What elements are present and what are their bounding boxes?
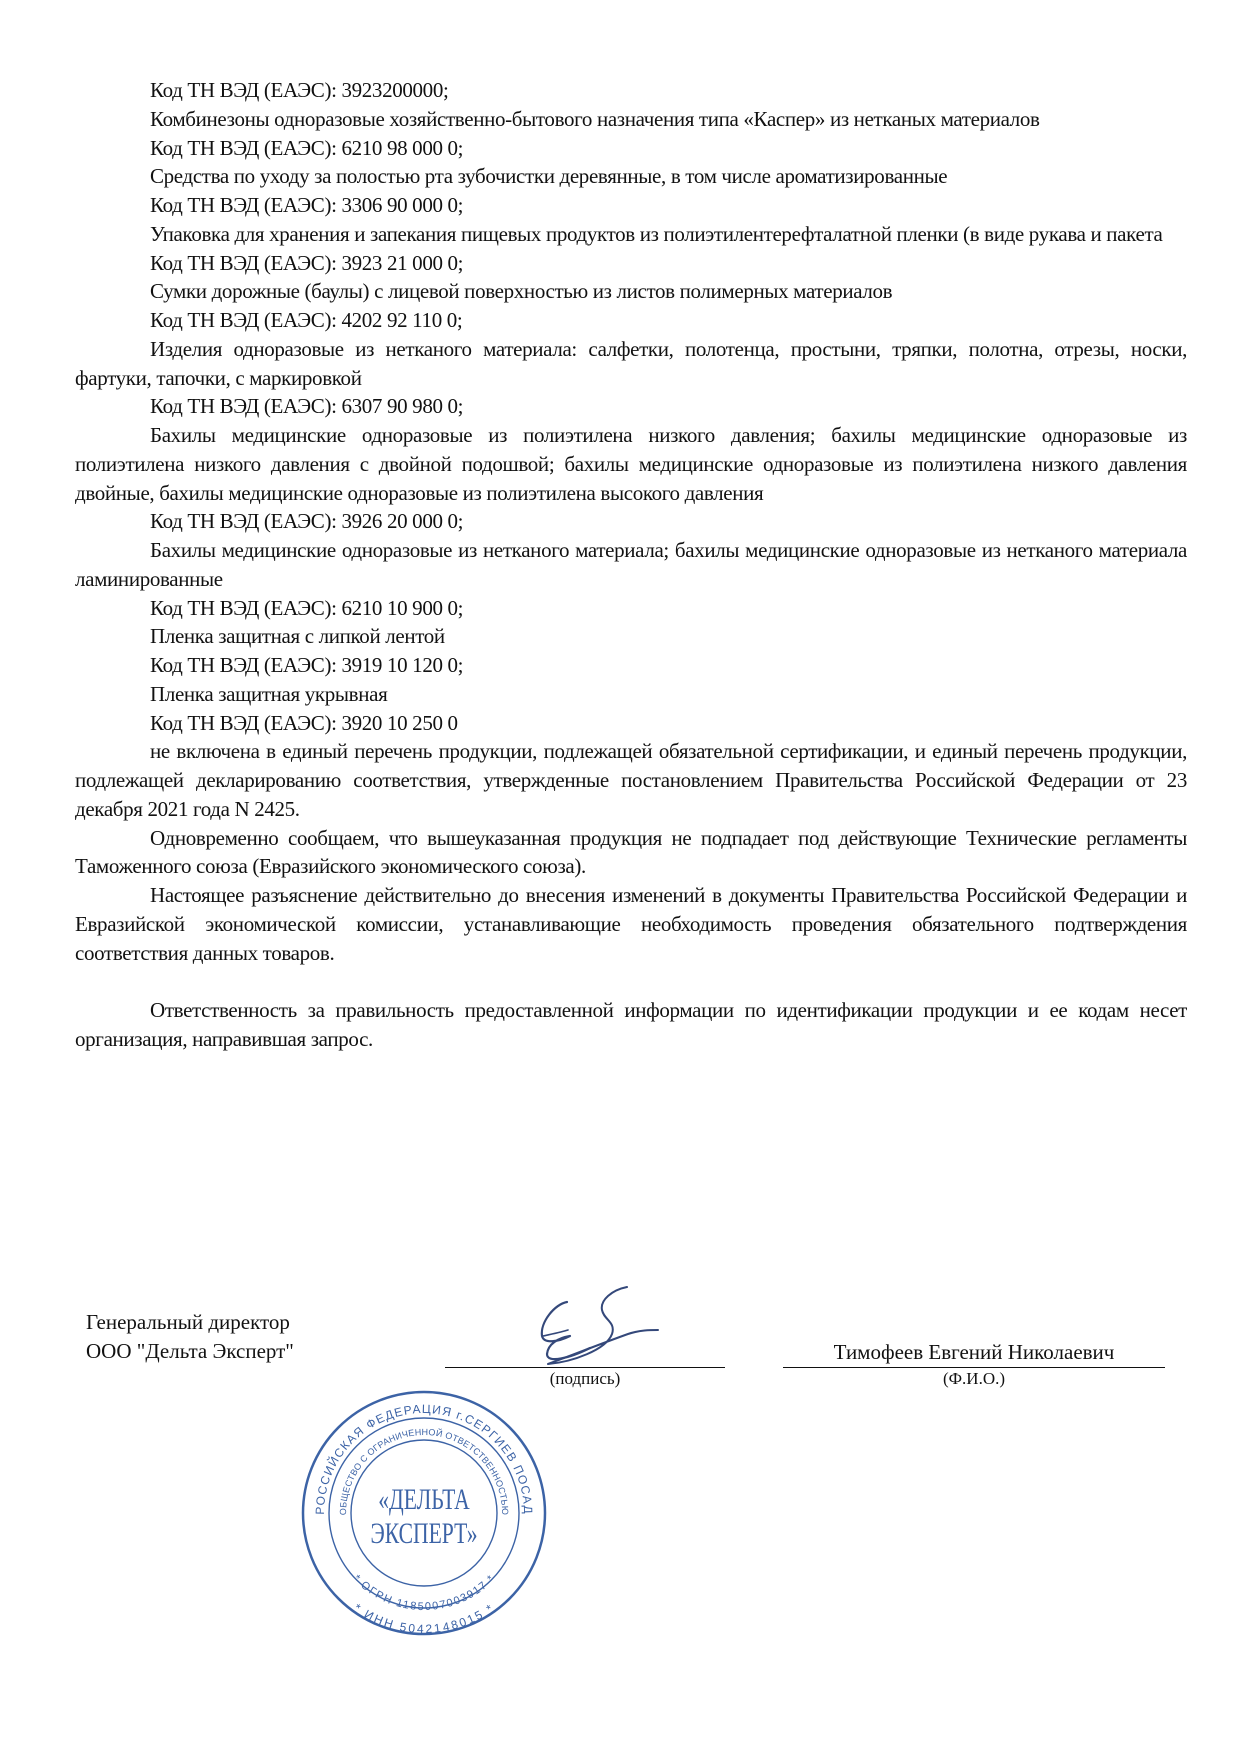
seal-center-line-2: ЭКСПЕРТ» <box>370 1516 478 1550</box>
handwritten-signature-icon <box>530 1278 730 1368</box>
name-caption: (Ф.И.О.) <box>942 1369 1006 1388</box>
product-description: Сумки дорожные (баулы) с лицевой поверхностью из листов полимерных материалов <box>150 279 893 304</box>
name-line <box>783 1367 1165 1368</box>
not-included-paragraph: не включена в единый перечень продукции, подлежащей обязательной сертификации, и единый перечень продукции, подлежащей декларированию соответствия, утвержденные постановлением Правительства Российской Федерации от 23 декабря 2021 года N 2425. <box>75 739 1187 821</box>
hs-code-line: Код ТН ВЭД (ЕАЭС): 3306 90 000 0; <box>150 193 464 217</box>
hs-code-line: Код ТН ВЭД (ЕАЭС): 6307 90 980 0; <box>150 394 464 419</box>
validity-paragraph: Настоящее разъяснение действительно до внесения изменений в документы Правительства Российской Федерации и Евразийской экономической комиссии, устанавливающие необходимость проведения обязательного подтверждения соответствия данных товаров. <box>75 883 1187 965</box>
hs-code-line: Код ТН ВЭД (ЕАЭС): 3926 20 000 0; <box>150 509 464 534</box>
technical-regulations-paragraph: Одновременно сообщаем, что вышеуказанная продукция не подпадает под действующие Технические регламенты Таможенного союза (Евразийского экономического союза). <box>75 825 1187 879</box>
product-description: Комбинезоны одноразовые хозяйственно-бытового назначения типа «Каспер» из нетканых материалов <box>150 106 1040 131</box>
signatory-full-name: Тимофеев Евгений Николаевич <box>833 1340 1115 1364</box>
signatory-position <box>86 1308 294 1366</box>
product-description: Бахилы медицинские одноразовые из нетканого материала; бахилы медицинские одноразовые из нетканого материала ламинированные <box>75 538 1187 591</box>
responsibility-paragraph: Ответственность за правильность предоставленной информации по идентификации продукции и ее кодам несет организация, направившая запрос. <box>75 998 1187 1051</box>
product-description: Средства по уходу за полостью рта зубочистки деревянные, в том числе ароматизированные <box>150 164 948 189</box>
product-description: Упаковка для хранения и запекания пищевых продуктов из полиэтилентерефталатной пленки (в виде рукава и пакета <box>150 221 1163 246</box>
seal-inner-bottom-text: * ОГРН 1185007003917 * <box>350 1572 498 1614</box>
product-description: Пленка защитная укрывная <box>150 681 388 706</box>
seal-center-line-1: «ДЕЛЬТА <box>378 1482 470 1516</box>
hs-code-line: Код ТН ВЭД (ЕАЭС): 3923 21 000 0; <box>150 250 464 275</box>
product-description: Изделия одноразовые из нетканого материала: салфетки, полотенца, простыни, тряпки, полотна, отрезы, носки, фартуки, тапочки, с маркировкой <box>75 336 1187 390</box>
hs-code-line: Код ТН ВЭД (ЕАЭС): 3923200000; <box>150 78 449 102</box>
hs-code-line: Код ТН ВЭД (ЕАЭС): 6210 98 000 0; <box>150 135 464 160</box>
company-name: ООО "Дельта Эксперт" <box>86 1339 294 1363</box>
hs-code-line: Код ТН ВЭД (ЕАЭС): 6210 10 900 0; <box>150 595 464 620</box>
letter-body <box>75 76 1187 1054</box>
company-seal-icon <box>299 1388 549 1638</box>
seal-inner-top-text: ОБЩЕСТВО С ОГРАНИЧЕННОЙ ОТВЕТСТВЕННОСТЬЮ <box>337 1426 511 1516</box>
signature-caption: (подпись) <box>549 1369 621 1388</box>
hs-code-line: Код ТН ВЭД (ЕАЭС): 3919 10 120 0; <box>150 653 464 677</box>
signature-strokes <box>542 1287 658 1364</box>
paragraph-gap <box>75 967 1187 996</box>
product-description: Бахилы медицинские одноразовые из полиэтилена низкого давления; бахилы медицинские одноразовые из полиэтилена низкого давления с двойной подошвой; бахилы медицинские одноразовые из полиэтилена низкого давления двойные, бахилы медицинские одноразовые из полиэтилена высокого давления <box>75 423 1187 505</box>
position-title: Генеральный директор <box>86 1310 290 1334</box>
product-description: Пленка защитная с липкой лентой <box>150 624 445 649</box>
company-seal <box>299 1388 549 1638</box>
seal-outer-bottom-text: * ИНН 5042148015 * <box>351 1600 497 1636</box>
hs-code-line: Код ТН ВЭД (ЕАЭС): 4202 92 110 0; <box>150 308 463 332</box>
hs-code-line: Код ТН ВЭД (ЕАЭС): 3920 10 250 0 <box>150 710 458 735</box>
seal-outer-top-text: РОССИЙСКАЯ ФЕДЕРАЦИЯ г.СЕРГИЕВ ПОСАД <box>312 1401 536 1515</box>
